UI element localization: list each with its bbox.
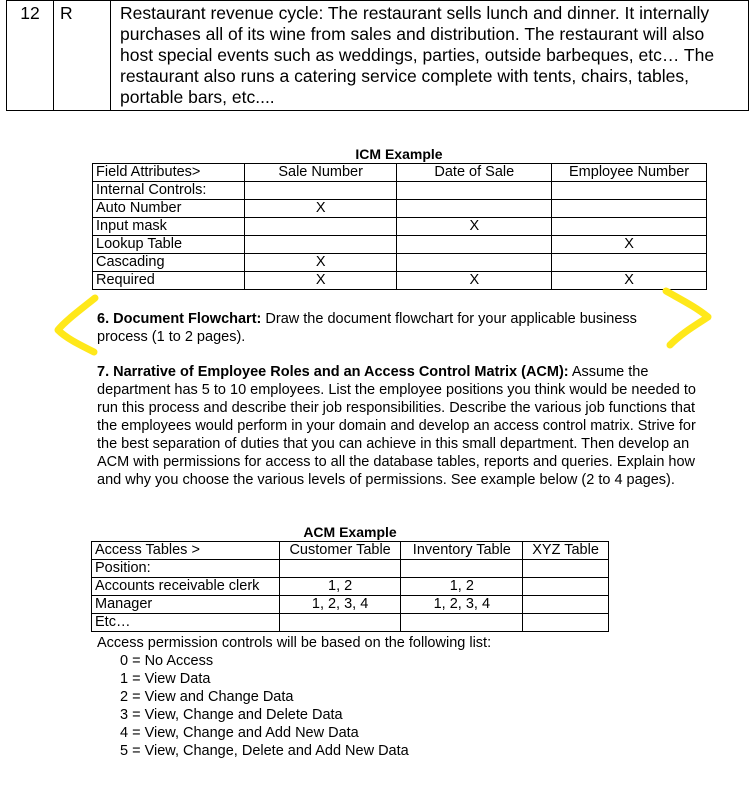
icm-table [92,163,707,290]
icm-row [93,272,707,290]
section7-paragraph [97,363,700,489]
acm-title: ACM Example [303,524,397,540]
row-description: Restaurant revenue cycle: The restaurant sells lunch and dinner. It internally purchases all of its wine from sales and distribution. The restaurant will also host special events such as weddings, parties, outside barbeques, etc… The restaurant also runs a catering service complete with tents, chairs, tables, portable bars, etc.... [111,1,749,111]
acm-header-cell: Inventory Table [401,542,523,560]
icm-cell [397,254,552,272]
left-bracket-stroke [58,298,95,352]
icm-cell: Internal Controls: [93,182,245,200]
acm-cell [401,614,523,632]
section7-heading: 7. Narrative of Employee Roles and an Access Control Matrix (ACM): [97,364,569,380]
permission-item: 2 = View and Change Data [120,689,294,705]
icm-cell: Input mask [93,218,245,236]
permissions-block [97,634,491,760]
permission-item: 5 = View, Change, Delete and Add New Data [120,743,409,759]
acm-row [92,560,609,578]
acm-cell [523,614,609,632]
icm-row [93,236,707,254]
icm-header-cell: Sale Number [244,164,397,182]
assignment-row-table [6,0,749,111]
permission-item: 3 = View, Change and Delete Data [120,707,343,723]
icm-cell [552,182,707,200]
icm-cell: X [397,272,552,290]
acm-header-cell: Customer Table [279,542,401,560]
icm-cell [552,254,707,272]
icm-cell [244,182,397,200]
row-code: R [54,1,111,111]
section7-text: Assume the department has 5 to 10 employees. List the employee positions you think would be needed to run this process and describe their job responsibilities. Describe the various job functions that the employees would perform in your domain and develop an access control matrix. Strive for the best separation of duties that you can achieve in this small department. Then develop an ACM with permissions for access to all the database tables, reports and queries. Explain how and why you choose the various levels of permissions. See example below (2 to 4 pages). [97,364,696,488]
acm-cell: 1, 2 [279,578,401,596]
section6-heading: 6. Document Flowchart: [97,311,262,327]
icm-cell: X [244,200,397,218]
icm-row [93,254,707,272]
acm-cell [523,560,609,578]
permission-item: 1 = View Data [120,671,211,687]
icm-cell: Lookup Table [93,236,245,254]
icm-cell [244,236,397,254]
permission-item: 4 = View, Change and Add New Data [120,725,359,741]
section6-text: Draw the document flowchart for your applicable business process (1 to 2 pages). [97,311,637,345]
icm-cell [397,182,552,200]
icm-cell [244,218,397,236]
icm-cell: X [552,272,707,290]
acm-cell [523,578,609,596]
icm-cell: X [244,254,397,272]
acm-table [91,541,609,632]
permissions-intro: Access permission controls will be based on the following list: [97,635,492,651]
icm-cell: X [552,236,707,254]
acm-cell: Etc… [92,614,280,632]
icm-cell: X [244,272,397,290]
acm-row [92,578,609,596]
icm-row [93,200,707,218]
icm-cell: Required [93,272,245,290]
acm-row [92,596,609,614]
permission-item: 0 = No Access [120,653,214,669]
acm-cell [279,614,401,632]
acm-cell [523,596,609,614]
row-number: 12 [7,1,54,111]
acm-cell: 1, 2, 3, 4 [401,596,523,614]
section6-paragraph [97,310,687,346]
yellow-bracket-left-mark [50,290,100,360]
icm-header-cell: Field Attributes> [93,164,245,182]
acm-cell: Accounts receivable clerk [92,578,280,596]
acm-cell: Position: [92,560,280,578]
icm-header-row [93,164,707,182]
icm-cell: X [397,218,552,236]
icm-title: ICM Example [355,146,443,162]
icm-cell [552,218,707,236]
permissions-items [97,652,491,760]
icm-cell: Cascading [93,254,245,272]
icm-cell [552,200,707,218]
acm-header-cell: XYZ Table [523,542,609,560]
icm-header-cell: Employee Number [552,164,707,182]
acm-header-cell: Access Tables > [92,542,280,560]
icm-cell: Auto Number [93,200,245,218]
icm-row [93,182,707,200]
icm-cell [397,236,552,254]
acm-row [92,614,609,632]
acm-cell [279,560,401,578]
acm-header-row [92,542,609,560]
acm-cell [401,560,523,578]
icm-cell [397,200,552,218]
acm-cell: Manager [92,596,280,614]
icm-header-cell: Date of Sale [397,164,552,182]
acm-cell: 1, 2 [401,578,523,596]
icm-row [93,218,707,236]
assignment-row [7,1,749,111]
acm-cell: 1, 2, 3, 4 [279,596,401,614]
